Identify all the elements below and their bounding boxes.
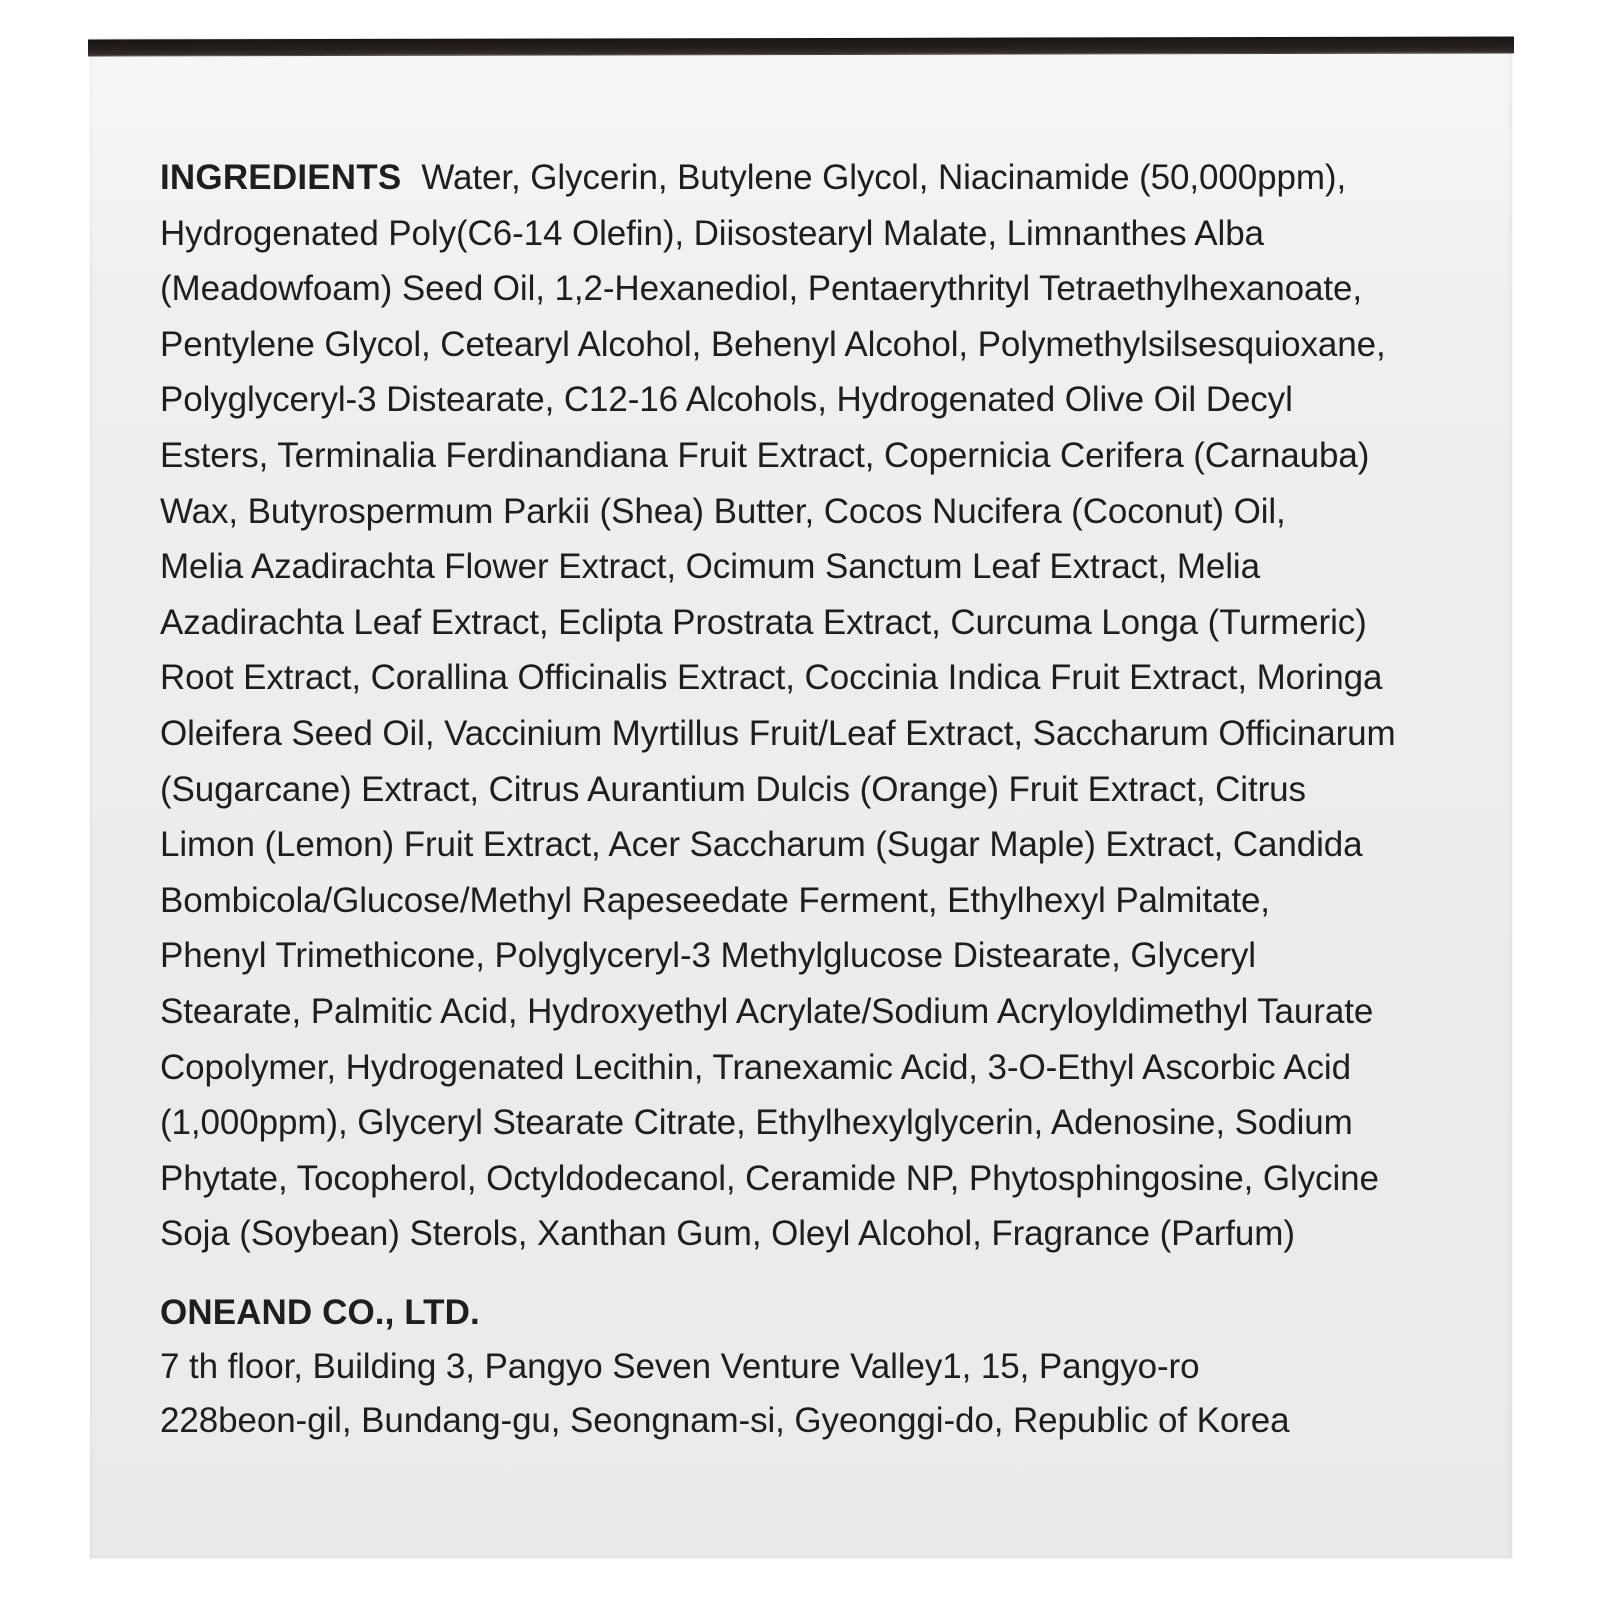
ingredient-line: Stearate, Palmitic Acid, Hydroxyethyl Acrylate/Sodium Acryloyldimethyl Taurate xyxy=(160,991,1374,1031)
ingredient-line: Oleifera Seed Oil, Vaccinium Myrtillus Fruit/Leaf Extract, Saccharum Officinarum xyxy=(160,713,1396,753)
product-box-panel xyxy=(90,38,1512,1558)
ingredient-line: Bombicola/Glucose/Methyl Rapeseedate Ferment, Ethylhexyl Palmitate, xyxy=(160,880,1270,920)
ingredient-line: Melia Azadirachta Flower Extract, Ocimum Sanctum Leaf Extract, Melia xyxy=(160,547,1260,587)
ingredient-line-text: Water, Glycerin, Butylene Glycol, Niacinamide (50,000ppm), xyxy=(421,158,1347,197)
ingredient-line: Phenyl Trimethicone, Polyglyceryl-3 Methylglucose Distearate, Glyceryl xyxy=(160,936,1256,976)
ingredient-line: Esters, Terminalia Ferdinandiana Fruit Extract, Copernicia Cerifera (Carnauba) xyxy=(160,435,1370,475)
ingredient-line: Polyglyceryl-3 Distearate, C12-16 Alcohols, Hydrogenated Olive Oil Decyl xyxy=(160,380,1293,420)
ingredient-line: (Meadowfoam) Seed Oil, 1,2-Hexanediol, Pentaerythrityl Tetraethylhexanoate, xyxy=(160,269,1362,309)
ingredient-line: (1,000ppm), Glyceryl Stearate Citrate, Ethylhexylglycerin, Adenosine, Sodium xyxy=(160,1103,1353,1143)
ingredient-line: Copolymer, Hydrogenated Lecithin, Tranexamic Acid, 3-O-Ethyl Ascorbic Acid xyxy=(160,1047,1351,1087)
company-address-line: 228beon-gil, Bundang-gu, Seongnam-si, Gyeonggi-do, Republic of Korea xyxy=(160,1401,1290,1440)
ingredient-line: Root Extract, Corallina Officinalis Extract, Coccinia Indica Fruit Extract, Moringa xyxy=(160,658,1383,698)
company-address-line: 7 th floor, Building 3, Pangyo Seven Venture Valley1, 15, Pangyo-ro xyxy=(160,1347,1200,1386)
ingredient-line: Soja (Soybean) Sterols, Xanthan Gum, Oleyl Alcohol, Fragrance (Parfum) xyxy=(160,1214,1295,1254)
ingredients-heading: INGREDIENTS xyxy=(160,158,402,197)
ingredient-line: Limon (Lemon) Fruit Extract, Acer Saccharum (Sugar Maple) Extract, Candida xyxy=(160,825,1363,865)
ingredient-line: Pentylene Glycol, Cetearyl Alcohol, Behenyl Alcohol, Polymethylsilsesquioxane, xyxy=(160,324,1386,364)
box-top-edge xyxy=(88,37,1514,57)
ingredient-line: Azadirachta Leaf Extract, Eclipta Prostrata Extract, Curcuma Longa (Turmeric) xyxy=(160,602,1367,642)
company-block xyxy=(160,1286,1505,1448)
ingredient-line: Wax, Butyrospermum Parkii (Shea) Butter, Cocos Nucifera (Coconut) Oil, xyxy=(160,491,1286,531)
ingredient-line xyxy=(160,150,1505,206)
ingredient-line: Hydrogenated Poly(C6-14 Olefin), Diisostearyl Malate, Limnanthes Alba xyxy=(160,213,1264,253)
ingredient-line: Phytate, Tocopherol, Octyldodecanol, Ceramide NP, Phytosphingosine, Glycine xyxy=(160,1158,1379,1198)
ingredient-line: (Sugarcane) Extract, Citrus Aurantium Dulcis (Orange) Fruit Extract, Citrus xyxy=(160,769,1306,809)
company-name: ONEAND CO., LTD. xyxy=(160,1293,480,1332)
ingredients-text-block xyxy=(160,150,1505,1262)
